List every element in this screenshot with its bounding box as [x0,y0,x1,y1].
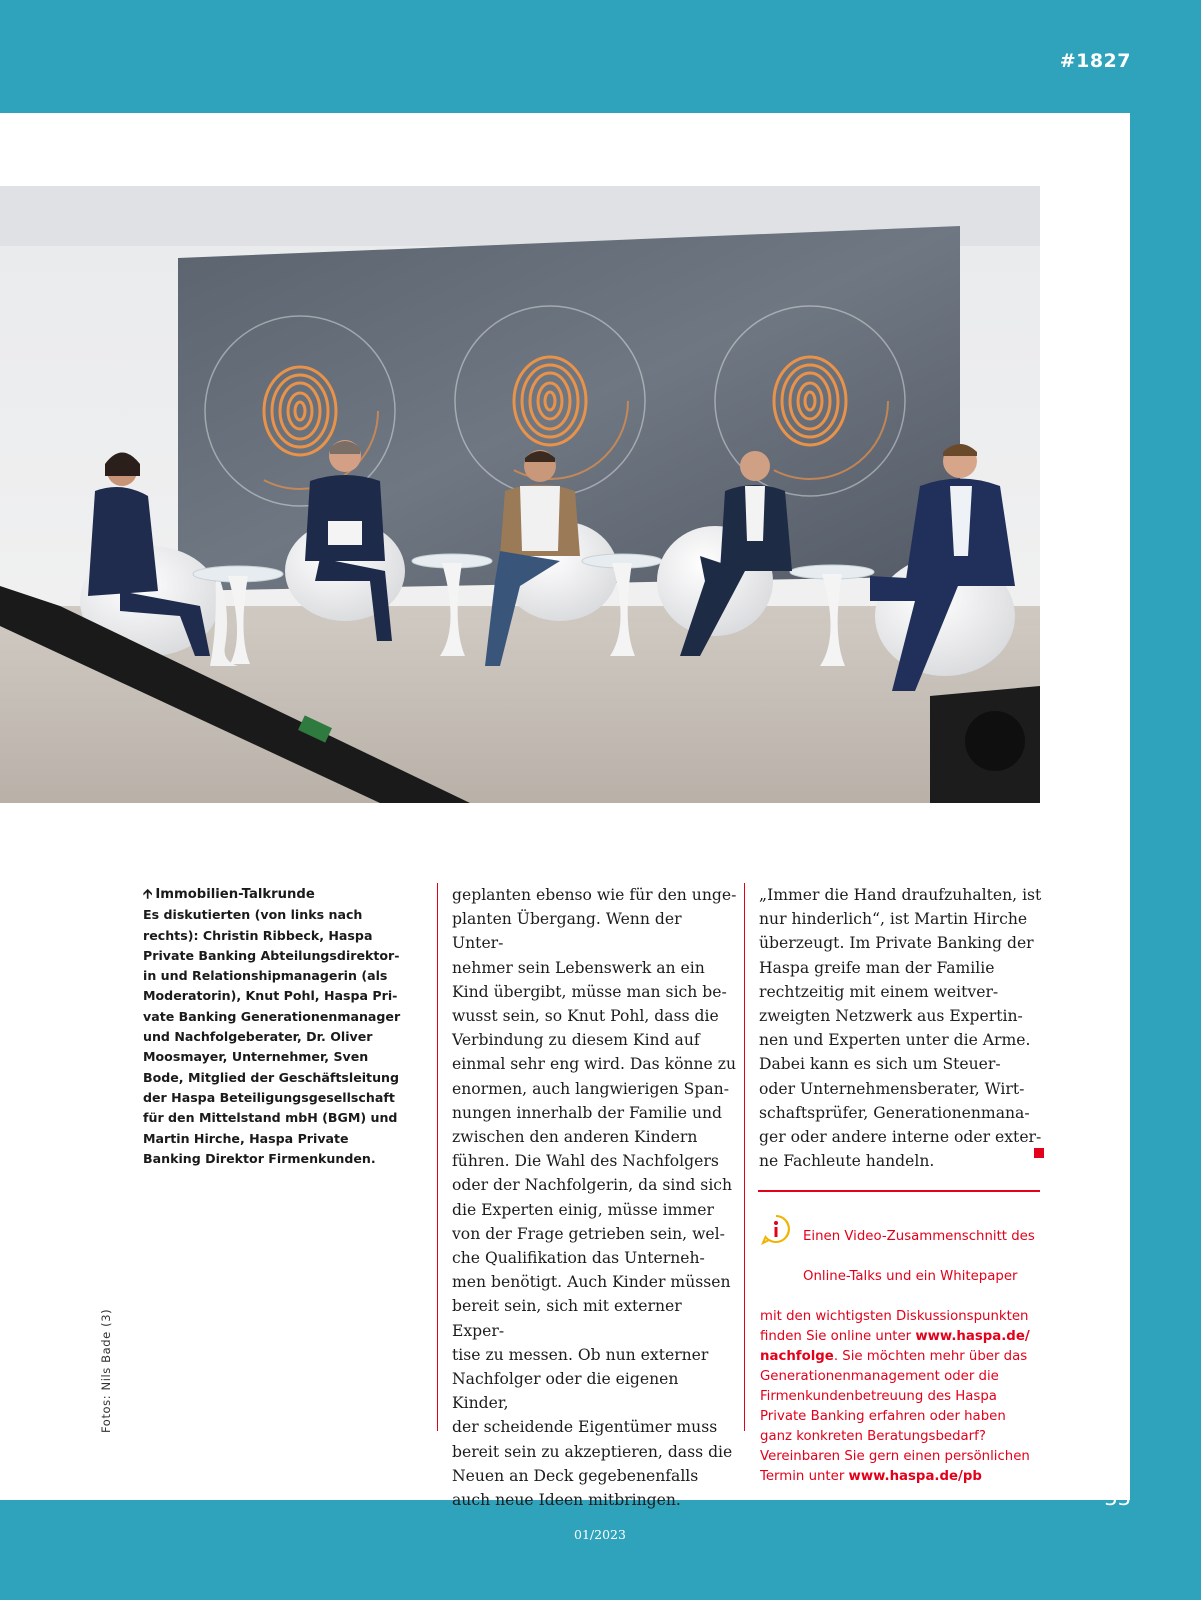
nachfolge-link[interactable]: www.haspa.de/ nachfolge [760,1329,1030,1364]
photo-caption [143,885,401,1169]
page-sheet [0,113,1130,1510]
caption-title: Immobilien-Talkrunde [155,887,315,902]
info-icon [760,1213,792,1245]
column-2-text: geplanten ebenso wie für den unge- planten Übergang. Wenn der Unter- nehmer sein Lebenswerk an ein Kind übergibt, müsse man sich be- wusst sein, so Knut Pohl, dass die Verbindung zu diesem Kind auf einmal sehr eng wird. Das könne zu enormen, auch langwierigen Span- nungen innerhalb der Familie und zwischen den anderen Kindern führen. Die Wahl des Nachfolgers oder der Nachfolgerin, da sind sich die Experten einig, müsse immer von der Frage getrieben sein, wel- che Qualifikation das Unterneh- men benötigt. Auch Kinder müssen bereit sein, sich mit externer Exper- tise zu messen. Ob nun externer Nachfolger oder die eigenen Kinder, der scheidende Eigentümer muss bereit sein zu akzeptieren, dass die Neuen an Deck gegebenenfalls auch neue Ideen mitbringen. [452,886,737,1510]
arrow-up-icon: 🡩 [143,887,153,902]
info-box [760,1207,1044,1487]
photo-credit: Fotos: Nils Bade (3) [99,1308,113,1433]
talk-photo [0,186,1040,803]
info-divider [758,1190,1040,1192]
info-text-a: mit den wichtigsten Diskussionspunkten finden Sie online unter [760,1309,1029,1344]
page-number: 33 [1104,1486,1131,1510]
end-mark [1034,1148,1044,1158]
info-text-b: . Sie möchten mehr über das Generationenmanagement oder die Firmenkundenbetreuung des Haspa Private Banking erfahren oder haben ganz konkreten Beratungsbedarf? Vereinbaren Sie gern einen persönlichen Termin unter [760,1349,1030,1484]
issue-number: #1827 [1059,50,1131,72]
issue-date: 01/2023 [574,1527,626,1542]
info-line-2: Online-Talks und ein Whitepaper [803,1269,1018,1284]
info-line-1: Einen Video-Zusammenschnitt des [803,1229,1035,1244]
article-column-2 [437,883,737,1510]
column-3-text: „Immer die Hand draufzuhalten, ist nur hinderlich“, ist Martin Hirche überzeugt. Im Private Banking der Haspa greife man der Familie rechtzeitig mit einem weitver- zweigten Netzwerk aus Expertin- nen und Experten unter die Arme. Dabei kann es sich um Steuer- oder Unternehmensberater, Wirt- schaftsprüfer, Generationenmana- ger oder andere interne oder exter- ne Fachleute handeln. [759,886,1042,1171]
pb-link[interactable]: www.haspa.de/pb [848,1469,982,1484]
info-text [760,1207,1044,1487]
caption-body: Es diskutierten (von links nach rechts): Christin Ribbeck, Haspa Private Banking Abteilungsdirektorin und Relationshipmanagerin (als Moderatorin), Knut Pohl, Haspa Private Banking Generationenmanager und Nachfolgeberater, Dr. Oliver Moosmayer, Unternehmer, Sven Bode, Mitglied der Geschäftsleitung der Haspa Beteiligungsgesellschaft für den Mittelstand mbH (BGM) und Martin Hirche, Haspa Private Banking Direktor Firmenkunden. [143,907,401,1166]
